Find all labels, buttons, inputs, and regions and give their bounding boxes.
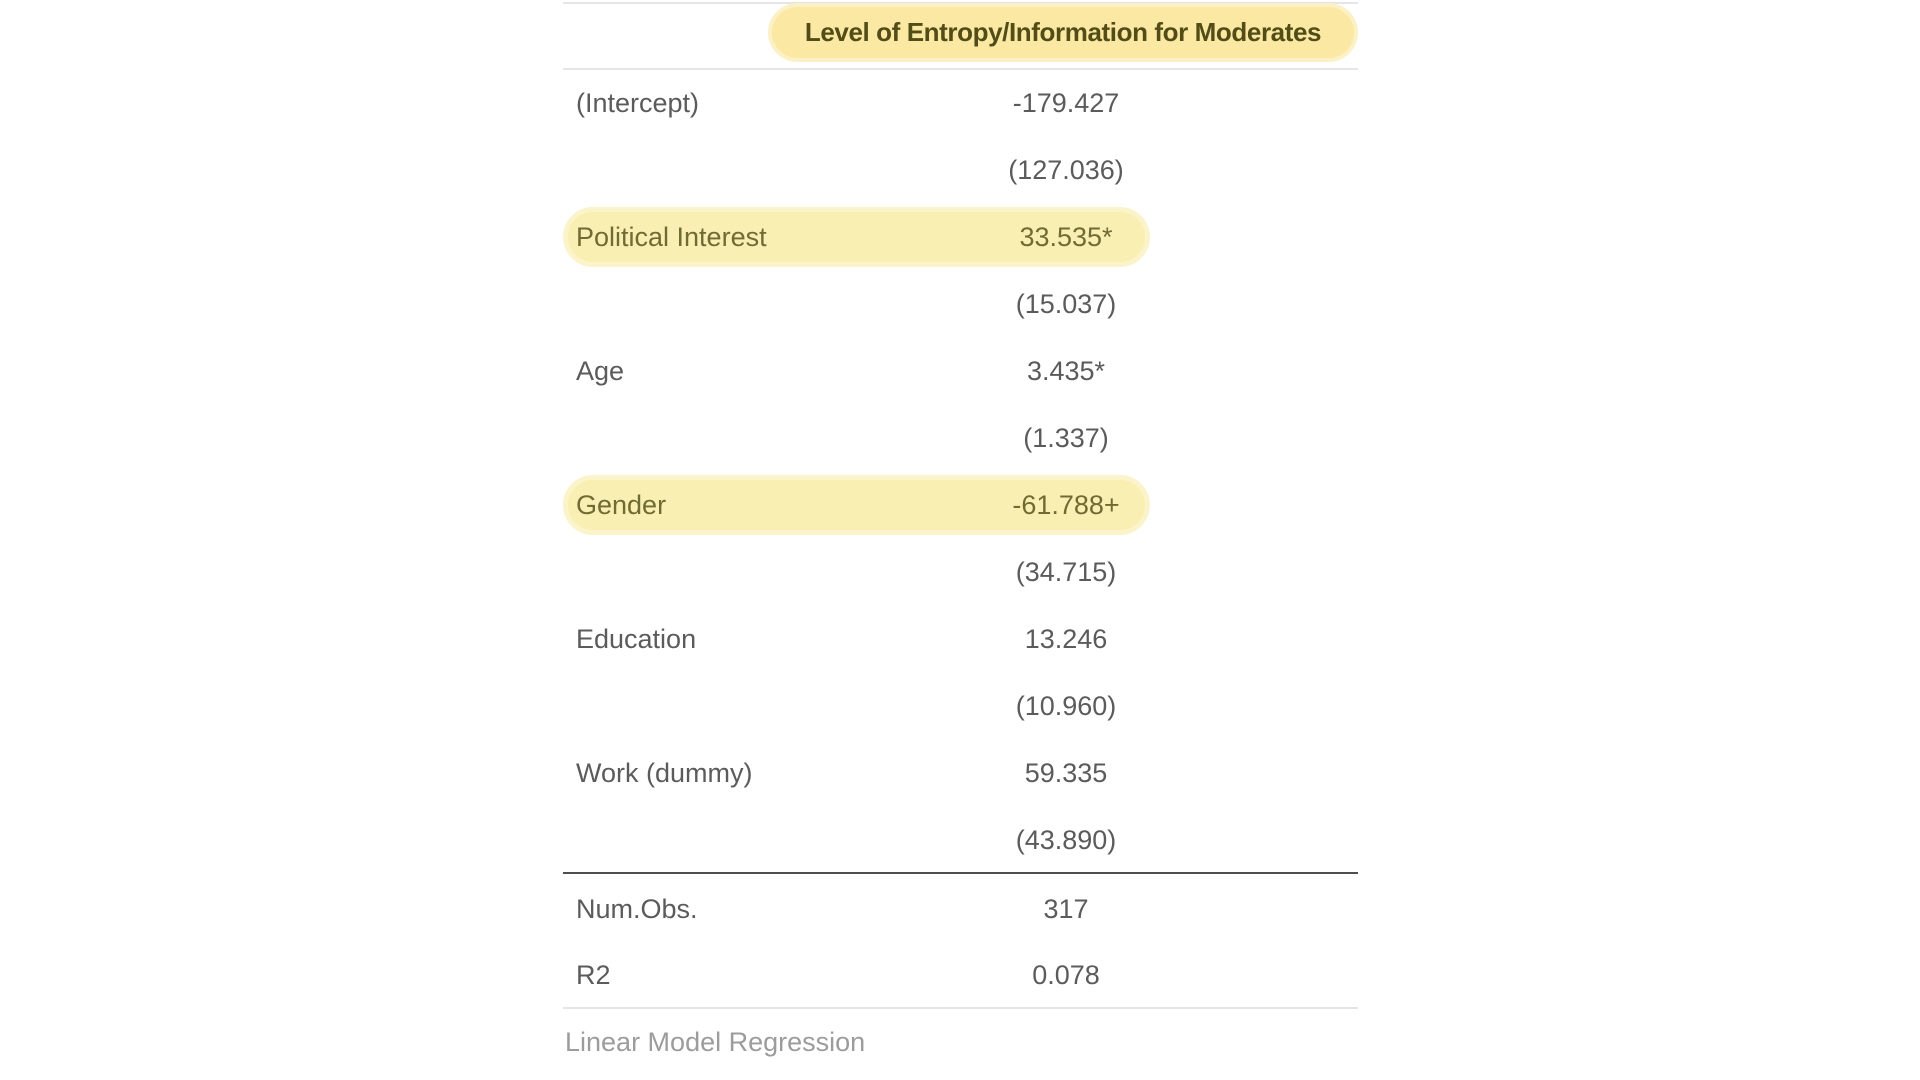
column-header-highlight	[768, 3, 1358, 62]
row-value: 59.335	[1024, 758, 1108, 788]
table-row	[563, 606, 1358, 673]
row-label: Age	[576, 356, 625, 386]
table-row	[563, 942, 1358, 1008]
row-value: (34.715)	[1015, 557, 1117, 587]
table-row	[563, 338, 1358, 405]
table-row	[563, 137, 1358, 204]
row-value: (43.890)	[1015, 825, 1117, 855]
row-label: Education	[576, 624, 697, 654]
row-label: Political Interest	[576, 222, 767, 252]
row-value: 3.435*	[1026, 356, 1106, 386]
row-value: 0.078	[1032, 960, 1100, 990]
row-label: Num.Obs.	[576, 894, 698, 924]
table-row	[563, 740, 1358, 807]
row-label: Gender	[576, 490, 667, 520]
row-label: R2	[576, 960, 611, 990]
table-row	[563, 405, 1358, 472]
row-value: (10.960)	[1015, 691, 1117, 721]
row-label: (Intercept)	[576, 88, 700, 118]
table-row-highlighted	[563, 204, 1358, 271]
table-row	[563, 539, 1358, 606]
row-value: 317	[1043, 894, 1089, 924]
row-value: -61.788+	[1012, 490, 1120, 520]
row-value: 13.246	[1024, 624, 1108, 654]
table-row	[563, 876, 1358, 942]
regression-table	[563, 0, 1358, 1080]
coefficient-rows	[563, 70, 1358, 874]
goodness-of-fit-rows	[563, 876, 1358, 1008]
table-row	[563, 70, 1358, 137]
column-header-title: Level of Entropy/Information for Moderates	[804, 17, 1322, 47]
table-caption: Linear Model Regression	[565, 1027, 866, 1057]
row-value: -179.427	[1012, 88, 1120, 118]
table-row	[563, 807, 1358, 874]
row-value: (1.337)	[1023, 423, 1109, 453]
row-value: (15.037)	[1015, 289, 1117, 319]
table-row	[563, 271, 1358, 338]
table-row	[563, 673, 1358, 740]
table-row-highlighted	[563, 472, 1358, 539]
row-value: (127.036)	[1008, 155, 1124, 185]
row-value: 33.535*	[1019, 222, 1113, 252]
row-label: Work (dummy)	[576, 758, 753, 788]
